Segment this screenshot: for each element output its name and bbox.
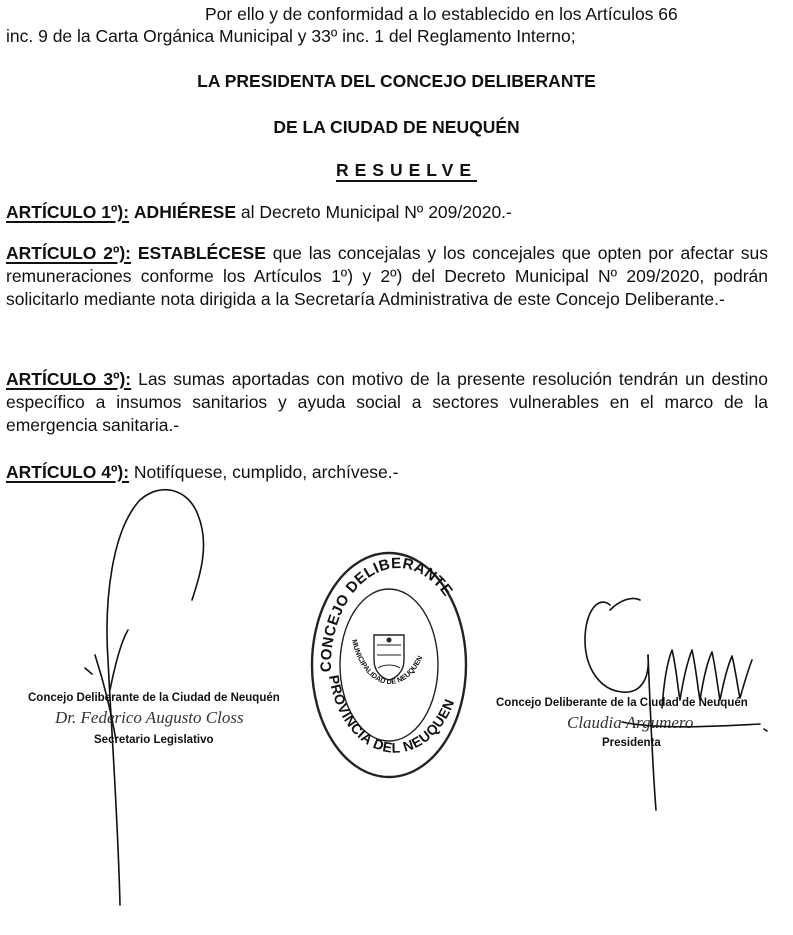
signature-left-handwriting — [85, 490, 204, 905]
signature-right-name: Claudia Argumero — [567, 713, 694, 732]
seal-bottom-text: PROVINCIA DEL NEUQUEN — [325, 673, 458, 756]
article-4-label: ARTÍCULO 4º): — [6, 462, 130, 482]
signature-left-institution: Concejo Deliberante de la Ciudad de Neuquén — [28, 692, 280, 704]
article-1-keyword: ADHIÉRESE — [133, 202, 237, 222]
signature-left-role: Secretario Legislativo — [94, 734, 214, 746]
article-1-label: ARTÍCULO 1º): — [6, 202, 130, 222]
svg-text:PROVINCIA DEL NEUQUEN — [326, 674, 457, 756]
heading-presidenta: LA PRESIDENTA DEL CONCEJO DELIBERANTE — [197, 71, 596, 91]
article-2-keyword: ESTABLÉCESE — [137, 243, 266, 263]
svg-text:CONCEJO DELIBERANTE — [318, 555, 456, 672]
signature-right-role: Presidenta — [602, 737, 661, 749]
signature-left-name: Dr. Federico Augusto Closs — [55, 708, 244, 727]
seal-emblem — [374, 635, 404, 680]
intro-line-1: Por ello y de conformidad a lo establecido en los Artículos 66 — [205, 4, 678, 24]
article-3-text: Las sumas aportadas con motivo de la presente resolución tendrán un destino específico a insumos sanitarios y ayuda social a sectores vulnerables en el marco de la emergencia sanitaria.- — [6, 369, 769, 435]
intro-line-2: inc. 9 de la Carta Orgánica Municipal y 33º inc. 1 del Reglamento Interno; — [6, 26, 576, 46]
article-4-text: Notifíquese, cumplido, archívese.- — [129, 462, 399, 482]
seal-inner-text: MUNICIPALIDAD DE NEUQUEN — [350, 638, 425, 687]
heading-ciudad: DE LA CIUDAD DE NEUQUÉN — [273, 117, 520, 137]
signature-right-handwriting — [585, 598, 767, 810]
article-3-label: ARTÍCULO 3º): — [6, 369, 132, 389]
heading-resuelve: RESUELVE — [335, 160, 478, 180]
article-2-label: ARTÍCULO 2º): — [6, 243, 132, 263]
svg-text:MUNICIPALIDAD DE NEUQUEN — [350, 638, 424, 686]
article-1-text: al Decreto Municipal Nº 209/2020.- — [236, 202, 512, 222]
article-2-text: que las concejalas y los concejales que opten por afectar sus remuneraciones conforme los Artículos 1º) y 2º) del Decreto Municipal Nº 209/2020, podrán solicitarlo mediante nota dirigida a la Secretaría Administrativa de este Concejo Deliberante.- — [6, 243, 768, 309]
seal-top-text: CONCEJO DELIBERANTE — [317, 554, 457, 673]
seal — [312, 553, 466, 777]
signature-right-institution: Concejo Deliberante de la Ciudad de Neuquén — [496, 697, 748, 709]
